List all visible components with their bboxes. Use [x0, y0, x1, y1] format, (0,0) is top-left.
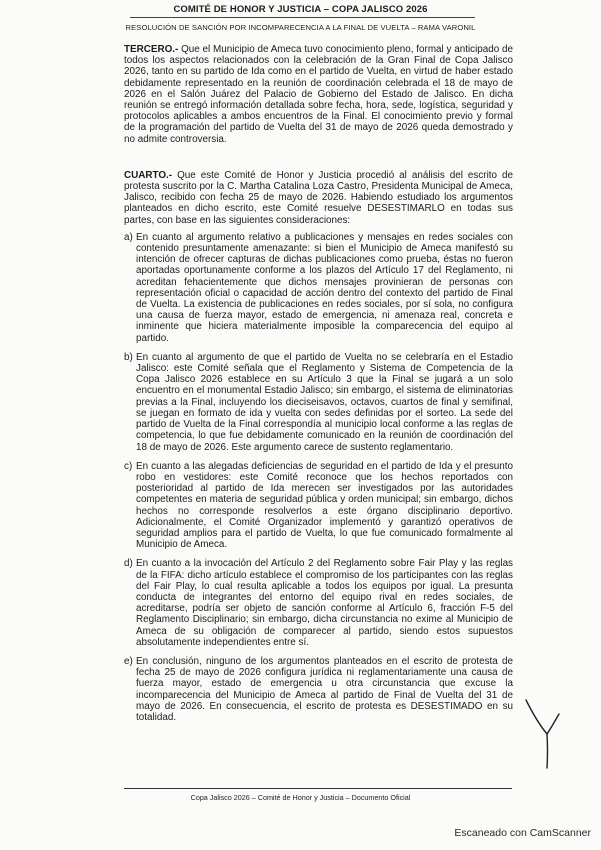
- cuarto-text: Que este Comité de Honor y Justicia procedió al análisis del escrito de protesta suscrito por la C. Martha Catalina Loza Castro, Presidenta Municipal de Ameca, Jalisco, recibido con fecha 25 de mayo de 2026. Habiendo estudiado los argumentos planteados en dicho escrito, este Comité resuelve DESESTIMARLO en todas sus partes, con base en las siguientes consideraciones:: [124, 169, 513, 226]
- list-item-e: [124, 656, 513, 723]
- list-item-b: [124, 352, 513, 453]
- paragraph-tercero: [124, 44, 513, 145]
- paragraph-cuarto: [124, 170, 513, 226]
- handwritten-initial-mark: [523, 692, 563, 772]
- cuarto-heading: CUARTO.-: [124, 169, 173, 181]
- list-marker: a): [124, 231, 133, 243]
- list-marker: c): [124, 460, 133, 472]
- list-item-d: [124, 558, 513, 648]
- footer-text: Copa Jalisco 2026 – Comité de Honor y Justicia – Documento Oficial: [190, 793, 411, 802]
- list-item-text: En conclusión, ninguno de los argumentos planteados en el escrito de protesta de fecha 25 de mayo de 2026 configura jurídica ni reglamentariamente una causa de fuerza mayor, estado de emergencia u otra circunstancia que excuse la incomparecencia del Municipio de Ameca al partido de Final de Vuelta del 31 de mayo de 2026. En consecuencia, el escrito de protesta es DESESTIMADO en su totalidad.: [136, 655, 513, 723]
- list-item-text: En cuanto a las alegadas deficiencias de seguridad en el partido de Ida y el presunto robo en vestidores: este Comité reconoce que los hechos reportados con posterioridad al partido de Ida merecen ser investigados por las autoridades competentes en materia de seguridad pública y orden municipal; sin embargo, dichos hechos no corresponde resolverlos a este órgano disciplinario deportivo. Adicionalmente, el Comité Organizador implementó y garantizó operativos de seguridad amplios para el partido de Vuelta, lo que fue comunicado formalmente al Municipio de Ameca.: [136, 460, 513, 551]
- tercero-text: Que el Municipio de Ameca tuvo conocimiento pleno, formal y anticipado de todos los aspectos relacionados con la celebración de la Gran Final de Copa Jalisco 2026, tanto en su partido de Ida como en el partido de Vuelta, en virtud de haber estado debidamente representado en la reunión de coordinación celebrada el 18 de mayo de 2026 en el Salón Juárez del Palacio de Gobierno del Estado de Jalisco. En dicha reunión se entregó información detallada sobre fecha, hora, sede, logística, seguridad y protocolos aplicables a ambos encuentros de la Final. El conocimiento previo y formal de la programación del partido de Vuelta del 31 de mayo de 2026 queda demostrado y no admite controversia.: [124, 44, 513, 145]
- list-item-text: En cuanto a la invocación del Artículo 2 del Reglamento sobre Fair Play y las reglas de la FIFA: dicho artículo establece el compromiso de los participantes con las reglas del Fair Play, lo cual resulta aplicable a todos los equipos por igual. La presunta conducta de integrantes del entorno del equipo rival en redes sociales, de acreditarse, podría ser objeto de sanción conforme al Artículo 6, fracción F-5 del Reglamento Disciplinario; sin embargo, dicha circunstancia no exime al Municipio de Ameca de su obligación de comparecer al partido, siendo estos supuestos absolutamente independientes entre sí.: [136, 558, 513, 648]
- list-marker: e): [124, 655, 133, 667]
- list-item-a: [124, 232, 513, 344]
- list-marker: d): [124, 558, 133, 570]
- list-item-c: [124, 461, 513, 551]
- list-item-text: En cuanto al argumento de que el partido de Vuelta no se celebraría en el Estadio Jalisco: este Comité señala que el Reglamento y Sistema de Competencia de la Copa Jalisco 2026 establece en su Artículo 3 que la Final se jugará a un solo encuentro en el monumental Estadio Jalisco; sin embargo, el sistema de eliminatorias previas a la Final, incluyendo los dieciseisavos, octavos, cuartos de final y semifinal, se juegan en formato de ida y vuelta con sedes definidas por el sorteo. La sede del partido de Vuelta de la Final correspondía al municipio local conforme a las reglas de competencia, lo que fue debidamente comunicado en la reunión de coordinación del 18 de mayo de 2026. Este argumento carece de sustento reglamentario.: [136, 351, 513, 453]
- tercero-heading: TERCERO.-: [124, 44, 179, 55]
- header-title: COMITÉ DE HONOR Y JUSTICIA – COPA JALISCO 2026: [173, 4, 428, 15]
- header-divider: [130, 17, 475, 18]
- header-subtitle: RESOLUCIÓN DE SANCIÓN POR INCOMPARECENCIA A LA FINAL DE VUELTA – RAMA VARONIL: [125, 23, 476, 32]
- footer-divider: [124, 788, 512, 789]
- list-marker: b): [124, 351, 133, 363]
- list-item-text: En cuanto al argumento relativo a publicaciones y mensajes en redes sociales con contenido presuntamente amenazante: si bien el Municipio de Ameca manifestó su intención de ofrecer capturas de dichas publicaciones como prueba, éstas no fueron aportadas oportunamente conforme a los plazos del Artículo 17 del Reglamento, ni acreditan fehacientemente que dichos mensajes provinieran de personas con representación oficial o capacidad de acción dentro del contexto del partido de Final de Vuelta. La existencia de publicaciones en redes sociales, por sí sola, no configura una causa de fuerza mayor, estado de emergencia, ni amenaza real, concreta e inminente que hiciera materialmente imposible la comparecencia del equipo al partido.: [136, 231, 513, 344]
- document-body: [124, 44, 513, 723]
- scanner-watermark: Escaneado con CamScanner: [454, 827, 591, 839]
